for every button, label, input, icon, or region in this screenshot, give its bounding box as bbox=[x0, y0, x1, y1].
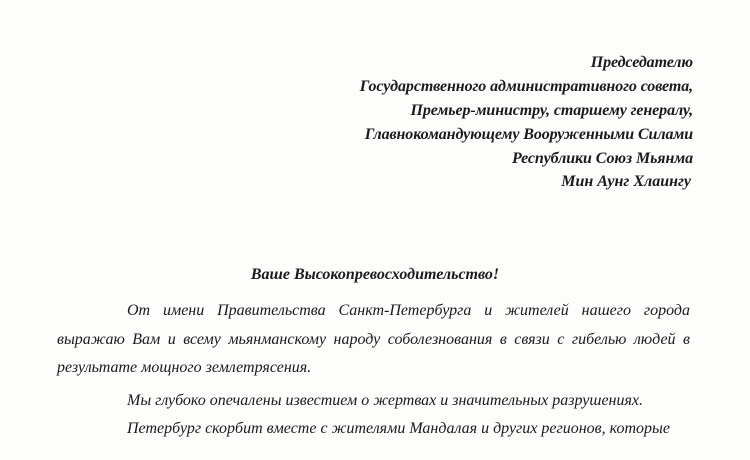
scan-edge-fade bbox=[0, 446, 750, 460]
salutation: Ваше Высокопревосходительство! bbox=[250, 266, 500, 283]
letter-body bbox=[57, 297, 690, 444]
addressee-line: Председателю bbox=[590, 54, 693, 71]
body-paragraph: Петербург скорбит вместе с жителями Мандалая и других регионов, которые bbox=[127, 420, 670, 437]
addressee-block bbox=[360, 51, 693, 171]
body-paragraph: От имени Правительства Санкт-Петербурга и жителей нашего города выражаю Вам и всему мьянманскому народу соболезнования в связи с гибелью людей в результате мощного землетрясения. bbox=[57, 302, 690, 376]
body-paragraph: Мы глубоко опечалены известием о жертвах и значительных разрушениях. bbox=[127, 391, 644, 409]
addressee-line: Премьер-министру, старшему генералу, bbox=[410, 102, 693, 119]
recipient-name: Мин Аунг Хлаингу bbox=[561, 173, 691, 190]
addressee-line: Республики Союз Мьянма bbox=[511, 150, 693, 167]
addressee-line: Главнокомандующему Вооруженными Силами bbox=[364, 126, 693, 143]
addressee-line: Государственного административного совета, bbox=[359, 78, 693, 95]
